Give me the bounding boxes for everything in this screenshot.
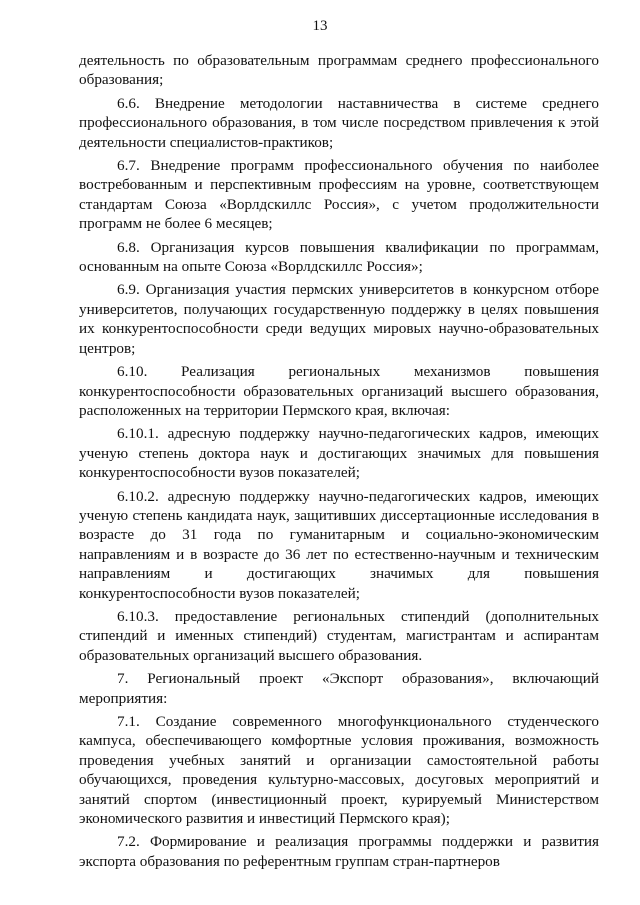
paragraph-6-10-1: 6.10.1. адресную поддержку научно-педагогических кадров, имеющих ученую степень доктора наук и достигающих значимых для повышения конкурентоспособности вузов показателей;: [79, 425, 599, 482]
paragraph-6-10-3: 6.10.3. предоставление региональных стипендий (дополнительных стипендий и именных стипендий) студентам, магистрантам и аспирантам образовательных организаций высшего образования.: [79, 607, 599, 664]
paragraph-7-1: 7.1. Создание современного многофункционального студенческого кампуса, обеспечивающего комфортные условия проживания, возможность проведения учебных занятий и организации самостоятельной работы обучающихся, проведения культурно-массовых, досуговых мероприятий и занятий спортом (инвестиционный проект, курируемый Министерством экономического развития и инвестиций Пермского края);: [79, 713, 599, 828]
paragraph-6-10-2: 6.10.2. адресную поддержку научно-педагогических кадров, имеющих ученую степень кандидата наук, защитивших диссертационные исследования в возрасте до 31 года по гуманитарным и социально-экономическим направлениям и в возрасте до 36 лет по естественно-научным и техническим направлениям и достигающих значимых для повышения конкурентоспособности вузов показателей;: [79, 487, 599, 602]
page-number: 13: [312, 18, 328, 34]
paragraph-7-2: 7.2. Формирование и реализация программы поддержки и развития экспорта образования по референтным группам стран-партнеров: [79, 833, 599, 870]
document-body: [79, 51, 599, 871]
paragraph-6-7: 6.7. Внедрение программ профессионального обучения по наиболее востребованным и перспективным профессиям на уровне, соответствующем стандартам Союза «Ворлдскиллс Россия», с учетом продолжительности программ не более 6 месяцев;: [79, 157, 599, 233]
paragraph-6-10: 6.10. Реализация региональных механизмов повышения конкурентоспособности образовательных организаций высшего образования, расположенных на территории Пермского края, включая:: [79, 363, 599, 419]
paragraph-6-6: 6.6. Внедрение методологии наставничества в системе среднего профессионального образования, в том числе посредством привлечения к этой деятельности специалистов-практиков;: [79, 94, 599, 151]
paragraph-continuation: деятельность по образовательным программам среднего профессионального образования;: [79, 52, 599, 89]
paragraph-7: 7. Региональный проект «Экспорт образования», включающий мероприятия:: [79, 670, 599, 707]
paragraph-6-8: 6.8. Организация курсов повышения квалификации по программам, основанным на опыте Союза «Ворлдскиллс Россия»;: [79, 238, 599, 276]
paragraph-6-9: 6.9. Организация участия пермских университетов в конкурсном отборе университетов, получающих государственную поддержку в целях повышения их конкурентоспособности среди ведущих мировых научно-образовательных центров;: [79, 281, 599, 357]
